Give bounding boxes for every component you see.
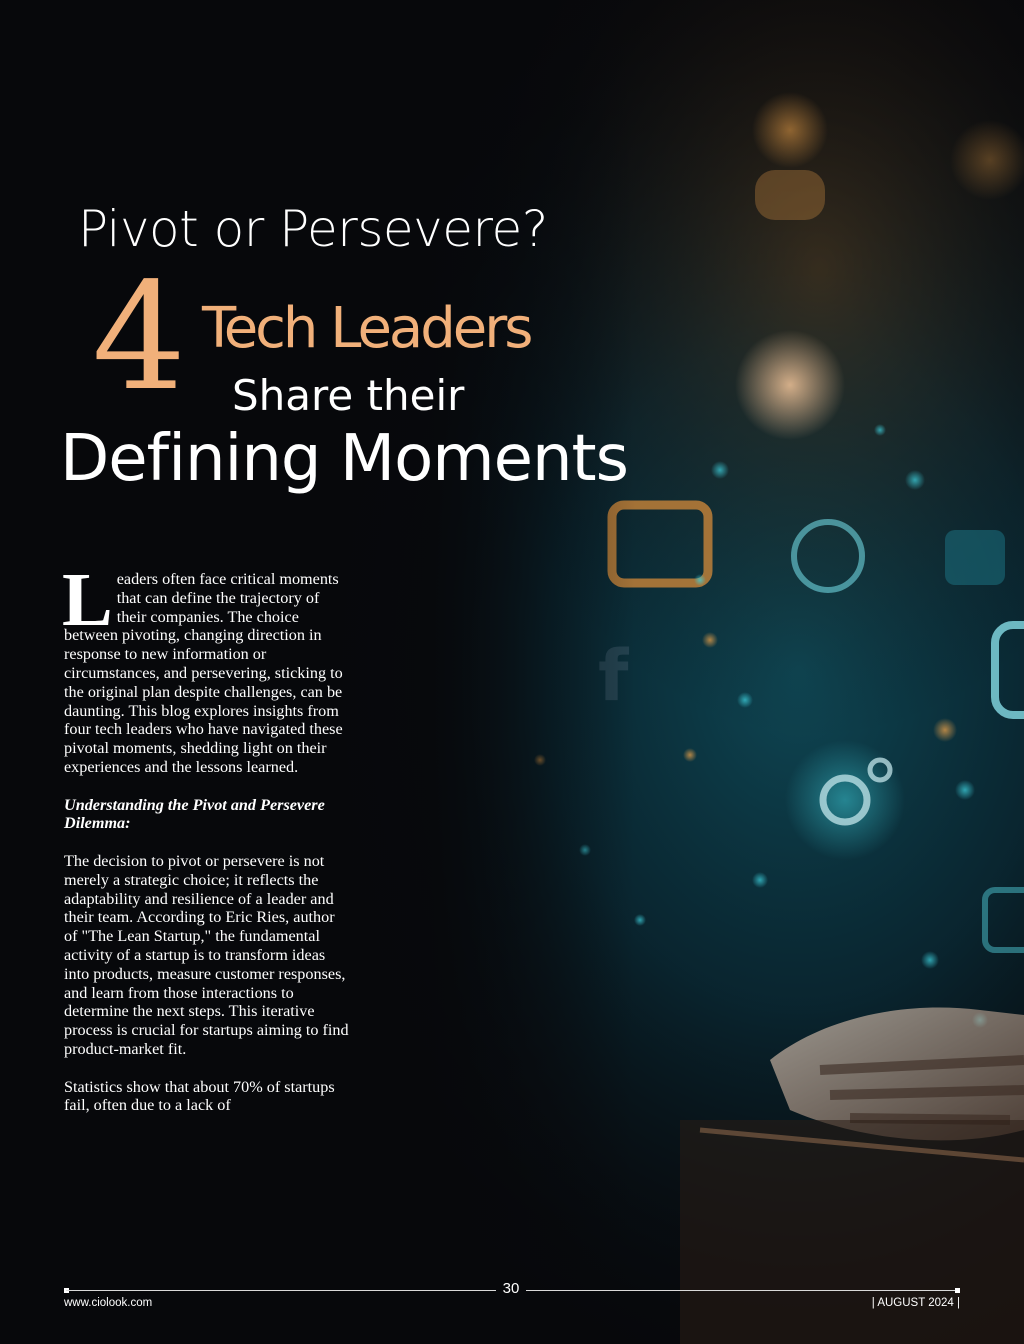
headline-tech-leaders: Tech Leaders xyxy=(202,296,531,361)
headline-number: 4 xyxy=(92,251,187,423)
footer-rule-end-right xyxy=(955,1288,960,1293)
headline-defining-moments: Defining Moments xyxy=(60,422,628,496)
drop-cap: L xyxy=(62,558,113,642)
body-paragraph-3: Statistics show that about 70% of startups fail, often due to a lack of xyxy=(64,1077,335,1115)
page-number: 30 xyxy=(502,1280,520,1297)
footer-rule-right xyxy=(526,1290,956,1291)
footer-issue-date: | AUGUST 2024 | xyxy=(871,1297,960,1309)
body-paragraph-2: The decision to pivot or persevere is not merely a strategic choice; it reflects the adaptability and resilience of a leader and their team. According to Eric Ries, author of "The Lean Startup," the fundamental activity of a startup is to transform ideas into products, measure customer responses, and learn from those interactions to determine the next steps. This iterative process is crucial for startups aiming to find product-market fit. xyxy=(64,851,349,1058)
article-headline xyxy=(0,0,700,520)
article-body xyxy=(62,558,350,1134)
intro-paragraph xyxy=(62,558,350,777)
headline-question: Pivot or Persevere? xyxy=(78,200,548,258)
footer-website-link[interactable]: www.ciolook.com xyxy=(64,1297,153,1309)
section-subheading: Understanding the Pivot and Persevere Dilemma: xyxy=(64,795,325,833)
headline-share-their: Share their xyxy=(232,371,465,420)
intro-text: eaders often face critical moments that can define the trajectory of their companies. The choice between pivoting, changing direction in response to new information or circumstances, and persevering, sticking to the original plan despite challenges, can be daunting. This blog explores insights from four tech leaders who have navigated these pivotal moments, shedding light on their experiences and the lessons learned. xyxy=(64,570,343,776)
footer-rule-left xyxy=(66,1290,496,1291)
